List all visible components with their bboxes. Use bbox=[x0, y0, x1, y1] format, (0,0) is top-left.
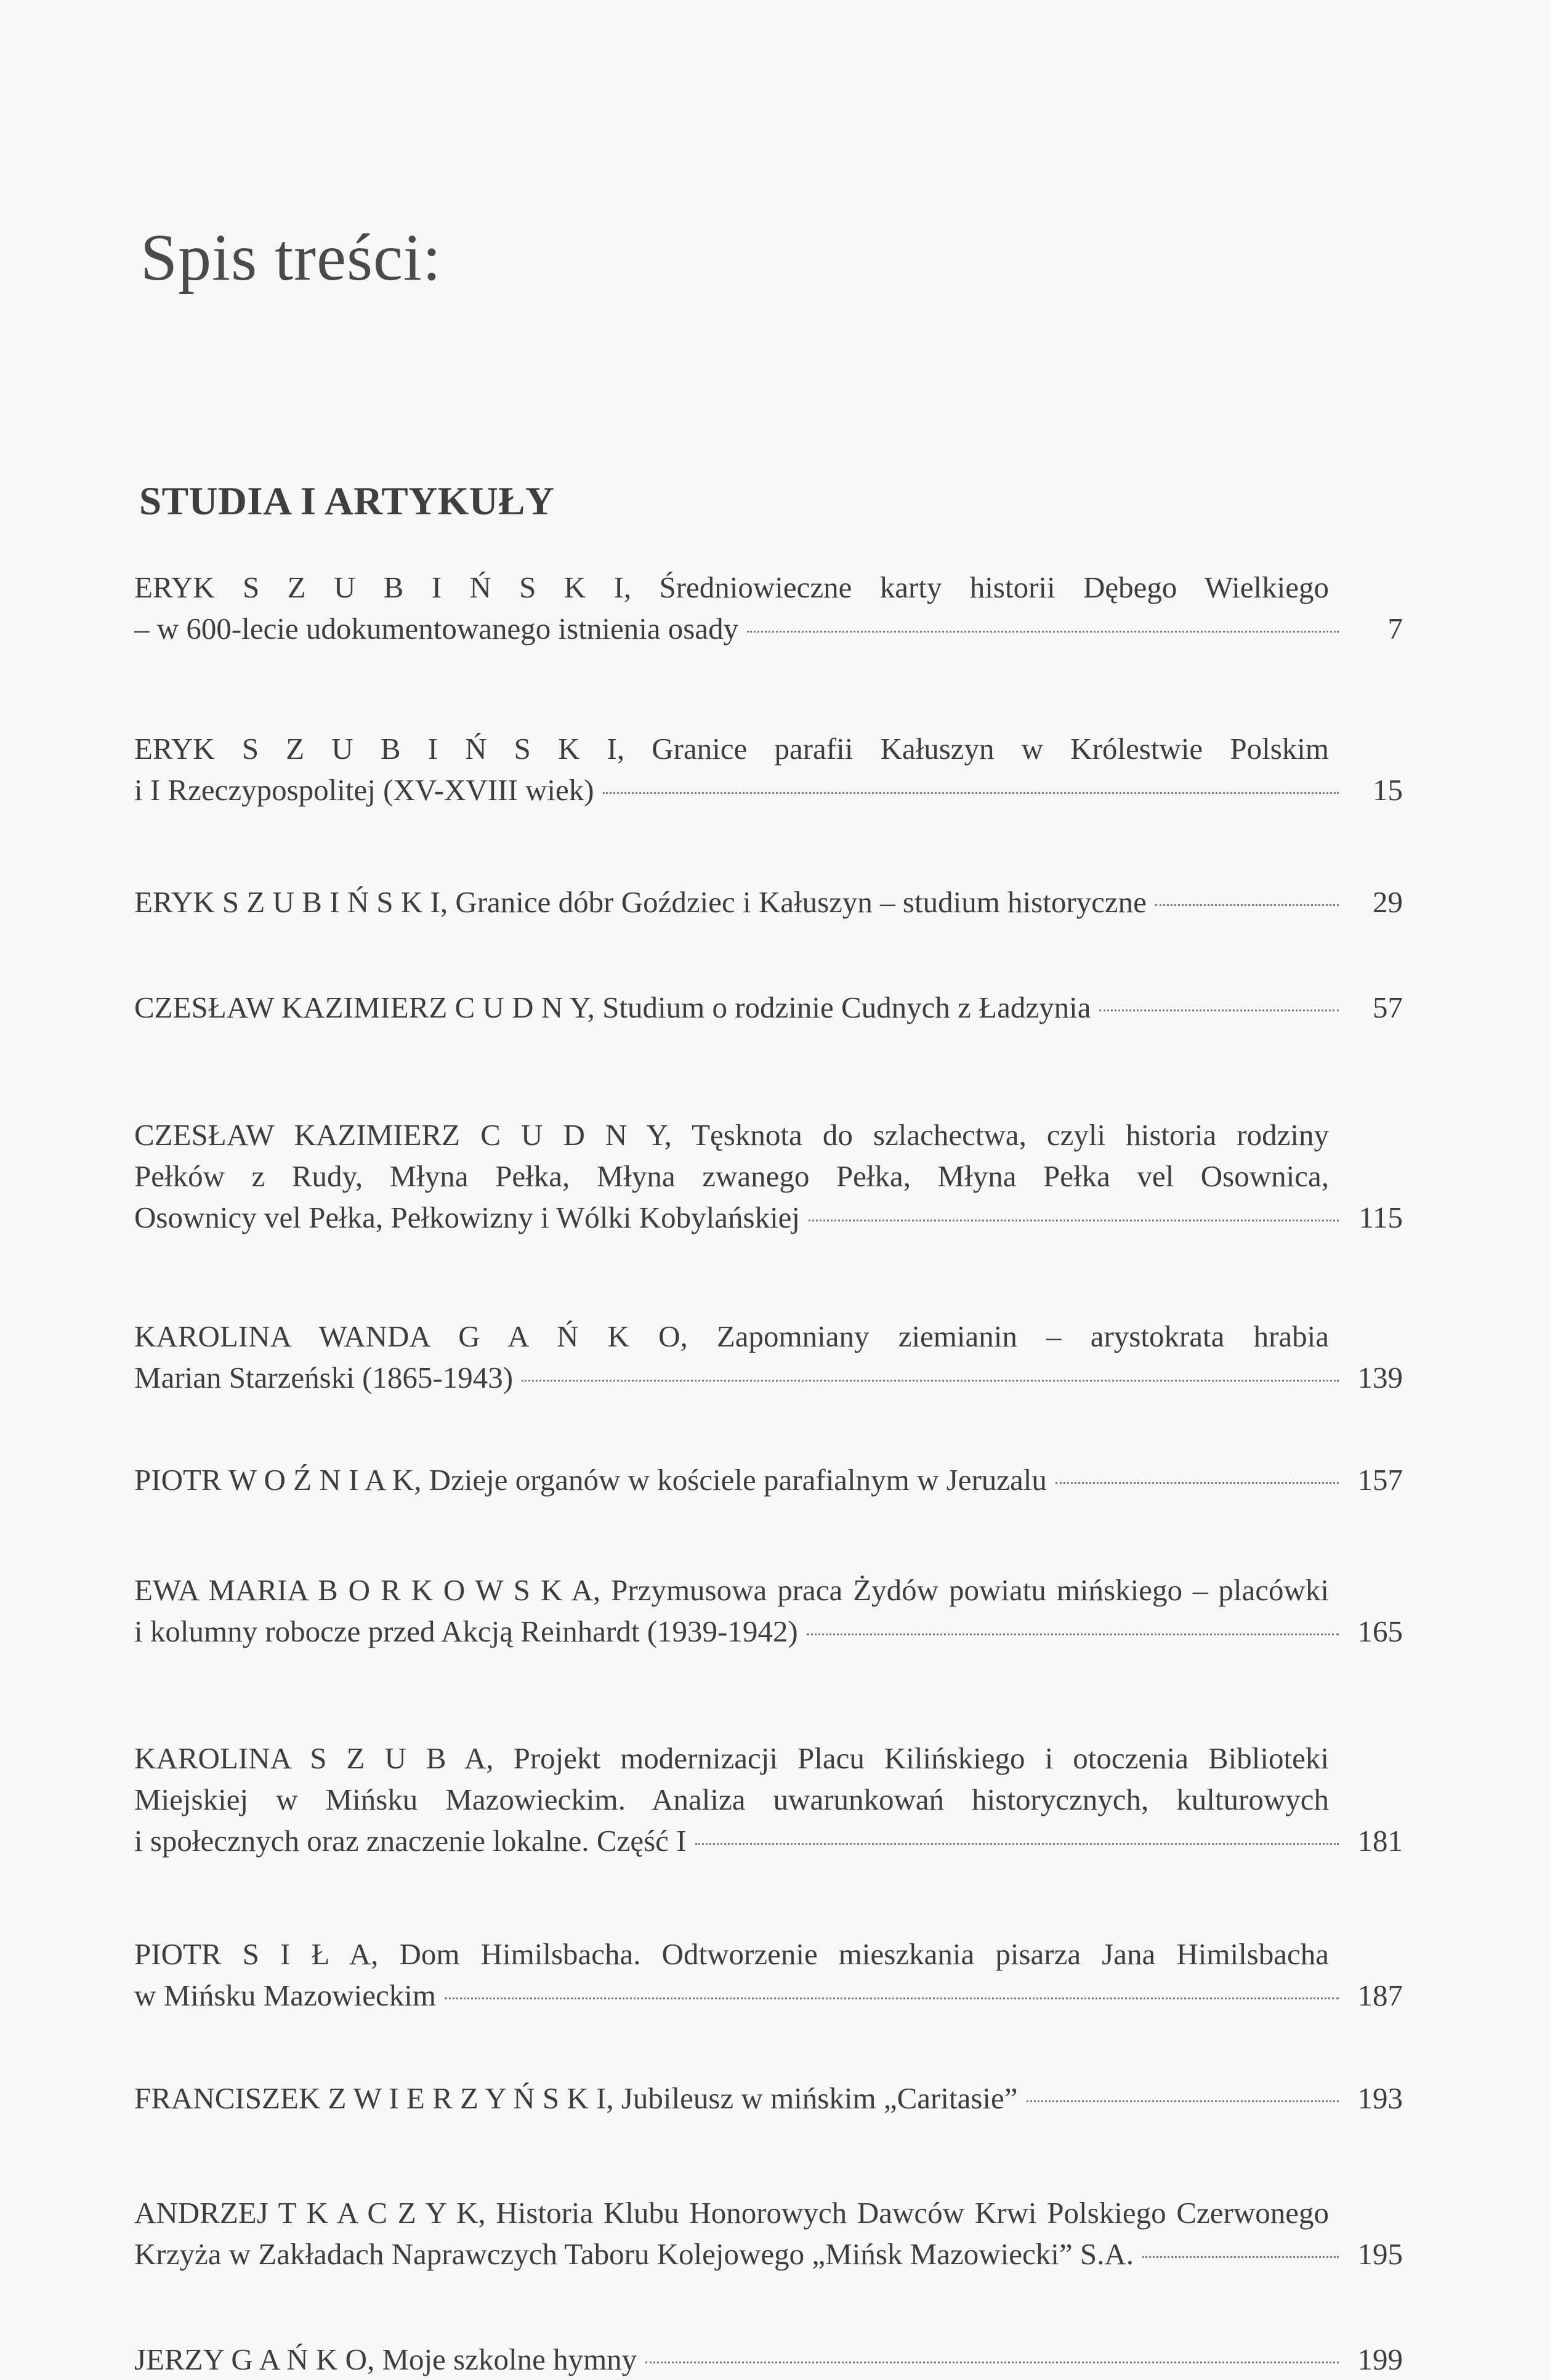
toc-page-number: 139 bbox=[1357, 1361, 1403, 1394]
toc-entry-text: FRANCISZEK Z W I E R Z Y Ń S K I, Jubileusz w mińskim „Caritasie” bbox=[134, 2081, 1018, 2115]
toc-page-number: 165 bbox=[1357, 1614, 1403, 1648]
toc-entry-line: KAROLINA S Z U B A, Projekt modernizacji Placu Kilińskiego i otoczenia Biblioteki bbox=[134, 1741, 1329, 1775]
toc-entry bbox=[134, 881, 1403, 923]
toc-entry-last-line bbox=[134, 881, 1403, 923]
toc-page-number: 29 bbox=[1373, 885, 1403, 919]
toc-entry-text: i I Rzeczypospolitej (XV-XVIII wiek) bbox=[134, 773, 594, 807]
toc-page-number: 157 bbox=[1357, 1463, 1403, 1497]
toc-entry-text: Marian Starzeński (1865-1943) bbox=[134, 1361, 514, 1394]
toc-entry bbox=[134, 2339, 1403, 2380]
table-of-contents bbox=[134, 567, 1403, 2380]
toc-entry-last-line bbox=[134, 1459, 1403, 1500]
toc-entry-text: PIOTR W O Ź N I A K, Dzieje organów w kościele parafialnym w Jeruzalu bbox=[134, 1463, 1047, 1497]
toc-entry-line: CZESŁAW KAZIMIERZ C U D N Y, Tęsknota do szlachectwa, czyli historia rodziny bbox=[134, 1118, 1329, 1152]
toc-entry bbox=[134, 1459, 1403, 1500]
dot-leader bbox=[1099, 1010, 1339, 1011]
toc-page-number: 187 bbox=[1357, 1978, 1403, 2012]
dot-leader bbox=[445, 1997, 1339, 1999]
dot-leader bbox=[807, 1633, 1339, 1635]
toc-page-number: 199 bbox=[1357, 2342, 1403, 2376]
dot-leader bbox=[1027, 2100, 1339, 2102]
toc-entry-text: ERYK S Z U B I Ń S K I, Granice dóbr Goździec i Kałuszyn – studium historyczne bbox=[134, 885, 1147, 919]
toc-page-number: 193 bbox=[1357, 2081, 1403, 2115]
toc-entry-last-line bbox=[134, 1611, 1403, 1652]
dot-leader bbox=[645, 2362, 1339, 2363]
toc-entry-line: ERYK S Z U B I Ń S K I, Średniowieczne karty historii Dębego Wielkiego bbox=[134, 570, 1329, 604]
dot-leader bbox=[1056, 1482, 1339, 1484]
toc-entry-line: ANDRZEJ T K A C Z Y K, Historia Klubu Honorowych Dawców Krwi Polskiego Czerwonego bbox=[134, 2196, 1329, 2230]
toc-entry-text: CZESŁAW KAZIMIERZ C U D N Y, Studium o rodzinie Cudnych z Ładzynia bbox=[134, 990, 1091, 1024]
toc-entry bbox=[134, 1933, 1403, 2016]
toc-entry-last-line bbox=[134, 608, 1403, 649]
toc-entry-last-line bbox=[134, 1820, 1403, 1861]
page-title: Spis treści: bbox=[140, 221, 442, 294]
toc-entry bbox=[134, 1316, 1403, 1398]
toc-entry-text: i społecznych oraz znaczenie lokalne. Część I bbox=[134, 1824, 687, 1858]
toc-entry-last-line bbox=[134, 2078, 1403, 2119]
toc-entry-last-line bbox=[134, 1357, 1403, 1398]
toc-entry-line: KAROLINA WANDA G A Ń K O, Zapomniany ziemianin – arystokrata hrabia bbox=[134, 1319, 1329, 1353]
toc-page-number: 181 bbox=[1357, 1824, 1403, 1858]
toc-entry-text: – w 600-lecie udokumentowanego istnienia osady bbox=[134, 612, 739, 646]
toc-entry-line: EWA MARIA B O R K O W S K A, Przymusowa praca Żydów powiatu mińskiego – placówki bbox=[134, 1573, 1329, 1607]
toc-entry-text: JERZY G A Ń K O, Moje szkolne hymny bbox=[134, 2342, 637, 2376]
toc-entry-line: Miejskiej w Mińsku Mazowieckim. Analiza uwarunkowań historycznych, kulturowych bbox=[134, 1783, 1329, 1816]
toc-entry-last-line bbox=[134, 987, 1403, 1028]
dot-leader bbox=[1142, 2256, 1339, 2258]
dot-leader bbox=[522, 1380, 1339, 1382]
toc-entry bbox=[134, 2192, 1403, 2275]
toc-page-number: 7 bbox=[1387, 612, 1403, 646]
section-heading: STUDIA I ARTYKUŁY bbox=[139, 479, 555, 524]
toc-entry bbox=[134, 2078, 1403, 2119]
toc-entry-line: PIOTR S I Ł A, Dom Himilsbacha. Odtworzenie mieszkania pisarza Jana Himilsbacha bbox=[134, 1937, 1329, 1971]
toc-entry-text: Krzyża w Zakładach Naprawczych Taboru Kolejowego „Mińsk Mazowiecki” S.A. bbox=[134, 2237, 1134, 2271]
toc-page-number: 195 bbox=[1357, 2237, 1403, 2271]
toc-entry-last-line bbox=[134, 769, 1403, 811]
toc-entry-line: ERYK S Z U B I Ń S K I, Granice parafii Kałuszyn w Królestwie Polskim bbox=[134, 732, 1329, 766]
toc-entry-text: Osownicy vel Pełka, Pełkowizny i Wólki Kobylańskiej bbox=[134, 1200, 801, 1234]
toc-entry bbox=[134, 1738, 1403, 1861]
toc-page-number: 115 bbox=[1358, 1200, 1403, 1234]
toc-entry-text: w Mińsku Mazowieckim bbox=[134, 1978, 436, 2012]
toc-entry-last-line bbox=[134, 2233, 1403, 2275]
dot-leader bbox=[809, 1220, 1339, 1221]
dot-leader bbox=[695, 1843, 1339, 1845]
toc-entry bbox=[134, 1114, 1403, 1238]
toc-entry-text: i kolumny robocze przed Akcją Reinhardt (1939-1942) bbox=[134, 1614, 798, 1648]
toc-entry bbox=[134, 1569, 1403, 1652]
toc-entry-line: Pełków z Rudy, Młyna Pełka, Młyna zwanego Pełka, Młyna Pełka vel Osownica, bbox=[134, 1159, 1329, 1193]
dot-leader bbox=[603, 792, 1339, 794]
toc-entry bbox=[134, 728, 1403, 811]
toc-page-number: 15 bbox=[1373, 773, 1403, 807]
dot-leader bbox=[1155, 904, 1339, 906]
toc-entry bbox=[134, 987, 1403, 1028]
toc-entry bbox=[134, 567, 1403, 649]
toc-entry-last-line bbox=[134, 1975, 1403, 2016]
toc-page-number: 57 bbox=[1373, 990, 1403, 1024]
dot-leader bbox=[747, 631, 1339, 633]
toc-entry-last-line bbox=[134, 1197, 1403, 1238]
toc-entry-last-line bbox=[134, 2339, 1403, 2380]
